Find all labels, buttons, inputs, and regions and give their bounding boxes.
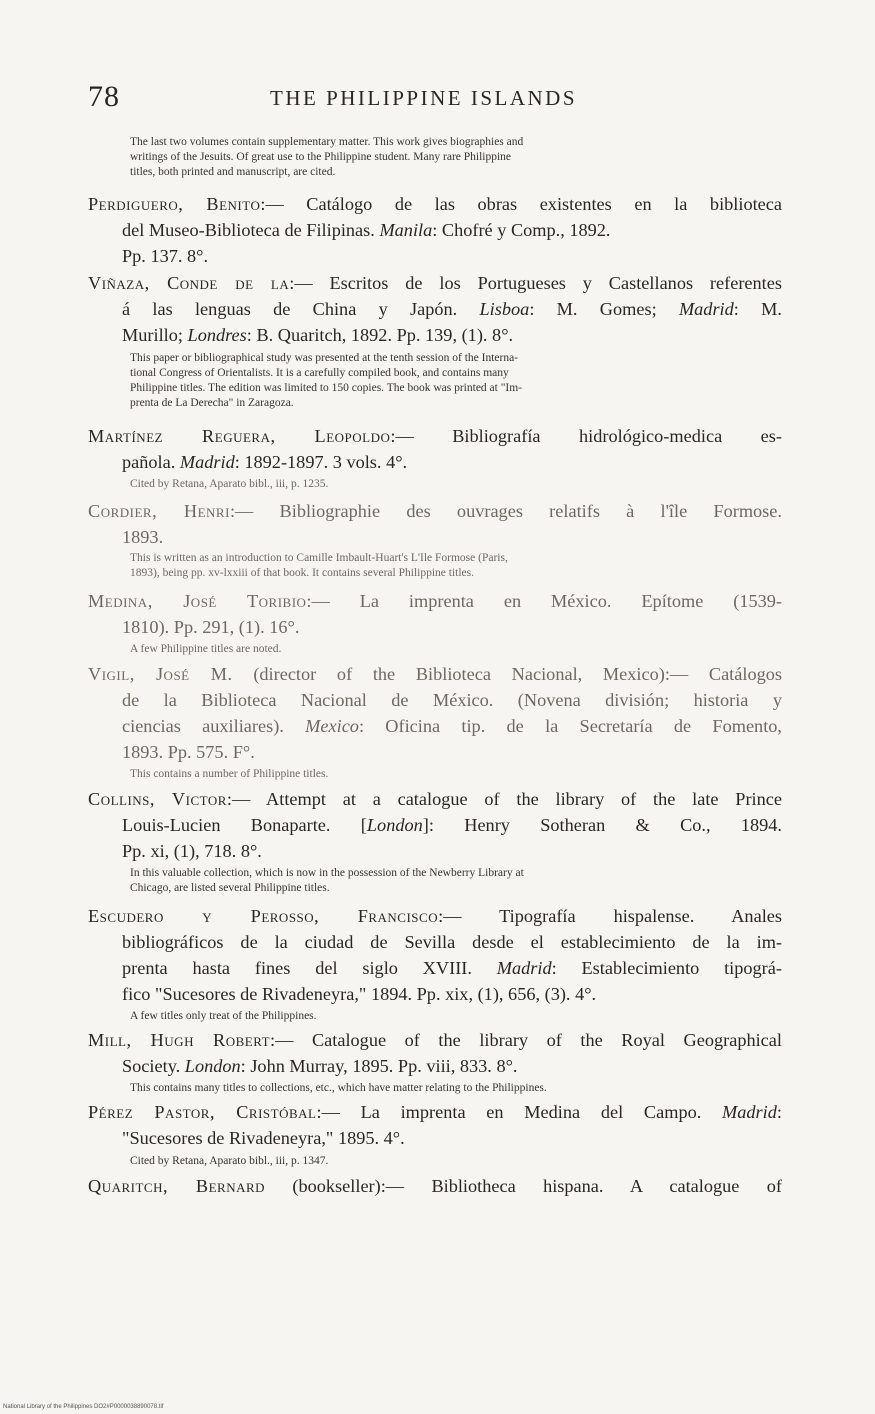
entry-place: Madrid [496,958,552,978]
note-line: prenta de La Derecha" in Zaragoza. [130,397,294,409]
entry-author: Escudero y Perosso, Francisco [88,906,439,926]
entry-line [122,688,782,712]
entry-place: Mexico [305,716,359,736]
entry-text: :— Attempt at a catalogue of the library of the late Prince [226,789,782,809]
entry-text: 1810). Pp. 291, (1). 16°. [122,617,300,637]
annotation-note [130,767,775,782]
annotation-note [130,351,775,411]
entry-line [88,192,782,216]
annotation-note [130,477,775,492]
entry-line [122,930,782,954]
entry-line [88,271,782,295]
entry-text: Louis-Lucien Bonaparte. [ [122,815,367,835]
page-header [88,80,788,120]
entry-text: Pp. xi, (1), 718. 8°. [122,841,262,861]
entry-place: London [184,1056,241,1076]
entry-text: : M. [733,299,782,319]
entry-line [122,244,782,268]
note-line: Chicago, are listed several Philippine titles. [130,882,330,894]
annotation-note [130,551,775,581]
entry-text: :— Catalogue of the library of the Royal Geographical [270,1030,782,1050]
annotation-note [130,1154,775,1169]
entry-place: Londres [187,325,247,345]
entry-text: :— Bibliografía hidrológico-medica es- [390,426,782,446]
entry-line [88,662,782,686]
entry-text: (director of the Biblioteca Nacional, Mexico):— Catálogos [253,664,782,684]
entry-text: ]: Henry Sotheran & Co., 1894. [422,815,782,835]
entry-text: Murillo; [122,325,183,345]
note-line: tional Congress of Orientalists. It is a carefully compiled book, and contains many [130,367,509,379]
entry-text: pañola. [122,452,176,472]
entry-text: 1893. Pp. 575. F°. [122,742,255,762]
entry-text: : Establecimiento tipográ- [551,958,782,978]
entry-line [88,1028,782,1052]
entry-line [122,1126,782,1150]
entry-line [122,956,782,980]
entry-text: :— Catálogo de las obras existentes en la biblioteca [260,194,783,214]
entry-line [88,787,782,811]
entry-text: :— La imprenta en México. Epítome (1539- [306,591,782,611]
entry-text: :— Tipografía hispalense. Anales [438,906,782,926]
entry-text: Pp. 137. 8°. [122,246,209,266]
entry-line [122,323,782,347]
entry-place: Madrid [179,452,235,472]
entry-author: Quaritch, Bernard [88,1176,266,1196]
entry-line [122,1054,782,1078]
entry-line [122,813,782,837]
entry-author: Pérez Pastor, Cristóbal [88,1102,317,1122]
note-line: 1893), being pp. xv-lxxiii of that book. It contains several Philippine titles. [130,567,474,579]
entry-line [122,450,782,474]
entry-line [122,714,782,738]
note-line: This contains many titles to collections, etc., which have matter relating to the Philippines. [130,1082,547,1094]
entry-line [122,740,782,764]
entry-author: Martínez Reguera, Leopoldo [88,426,391,446]
annotation-note [130,866,775,896]
annotation-note [130,135,775,180]
note-line: Cited by Retana, Aparato bibl., iii, p. 1235. [130,478,329,490]
running-head: THE PHILIPPINE ISLANDS [270,86,577,110]
entry-text: ciencias auxiliares). [122,716,284,736]
entry-text: : M. Gomes; [529,299,657,319]
entry-text: 1893. [122,527,164,547]
annotation-note [130,1009,775,1024]
entry-text: :— Escritos de los Portugueses y Castellanos referentes [289,273,782,293]
entry-text: (bookseller):— Bibliotheca hispana. A catalogue of [292,1176,782,1196]
entry-author: Medina, José Toribio [88,591,307,611]
entry-author: Collins, Victor [88,789,227,809]
entry-text: : Oficina tip. de la Secretaría de Fomento, [358,716,782,736]
entry-text: : John Murray, 1895. Pp. viii, 833. 8°. [240,1056,518,1076]
entry-author: Perdiguero, Benito [88,194,261,214]
entry-place: London [366,815,423,835]
entry-line [122,839,782,863]
entry-line [88,1174,782,1198]
entry-author: Vigil, José M. [88,664,233,684]
entry-text: : 1892-1897. 3 vols. 4°. [234,452,408,472]
note-line: A few Philippine titles are noted. [130,643,282,655]
entry-text: Society. [122,1056,181,1076]
entry-place: Madrid [722,1102,777,1122]
entry-line [88,589,782,613]
entry-text: :— La imprenta en Medina del Campo. [316,1102,702,1122]
entry-text: de la Biblioteca Nacional de México. (Novena división; historia y [122,690,782,710]
entry-line [88,424,782,448]
entry-line [122,525,782,549]
entry-text: bibliográficos de la ciudad de Sevilla desde el establecimiento de la im- [122,932,782,952]
entry-line [88,904,782,928]
note-line: This contains a number of Philippine titles. [130,768,329,780]
entry-text: "Sucesores de Rivadeneyra," 1895. 4°. [122,1128,405,1148]
entry-line [122,982,782,1006]
entry-author: Cordier, Henri [88,501,230,521]
entry-text: á las lenguas de China y Japón. [122,299,458,319]
entry-line [122,218,782,242]
entry-place: Manila [379,220,433,240]
entry-text: : B. Quaritch, 1892. Pp. 139, (1). 8°. [246,325,514,345]
entry-text: :— Bibliographie des ouvrages relatifs à l'île Formose. [229,501,782,521]
entry-text: fico "Sucesores de Rivadeneyra," 1894. Pp. xix, (1), 656, (3). 4°. [122,984,597,1004]
entry-line [88,499,782,523]
entry-line [122,615,782,639]
note-line: This paper or bibliographical study was presented at the tenth session of the Interna- [130,352,519,364]
entry-place: Madrid [678,299,734,319]
scan-footer-label: National Library of the Philippines DO2#P0000038890078.tif [3,1404,164,1410]
annotation-note [130,1081,775,1096]
note-line: This is written as an introduction to Camille Imbault-Huart's L'Ile Formose (Paris, [130,552,508,564]
entry-text: prenta hasta fines del siglo XVIII. [122,958,472,978]
note-line: Cited by Retana, Aparato bibl., iii, p. 1347. [130,1155,329,1167]
note-line: The last two volumes contain supplementary matter. This work gives biographies and [130,136,524,148]
entry-text: : [776,1102,782,1122]
annotation-note [130,642,775,657]
note-line: Philippine titles. The edition was limited to 150 copies. The book was printed at "Im- [130,382,523,394]
entry-line [88,1100,782,1124]
page-number: 78 [88,80,120,113]
entry-text: : Chofré y Comp., 1892. [432,220,611,240]
entry-author: Mill, Hugh Robert [88,1030,271,1050]
entry-text: del Museo-Biblioteca de Filipinas. [122,220,375,240]
entry-place: Lisboa [479,299,530,319]
note-line: titles, both printed and manuscript, are cited. [130,166,336,178]
note-line: In this valuable collection, which is now in the possession of the Newberry Library at [130,867,524,879]
note-line: writings of the Jesuits. Of great use to the Philippine student. Many rare Philippine [130,151,512,163]
note-line: A few titles only treat of the Philippines. [130,1010,317,1022]
entry-line [122,297,782,321]
entry-author: Viñaza, Conde de la [88,273,290,293]
